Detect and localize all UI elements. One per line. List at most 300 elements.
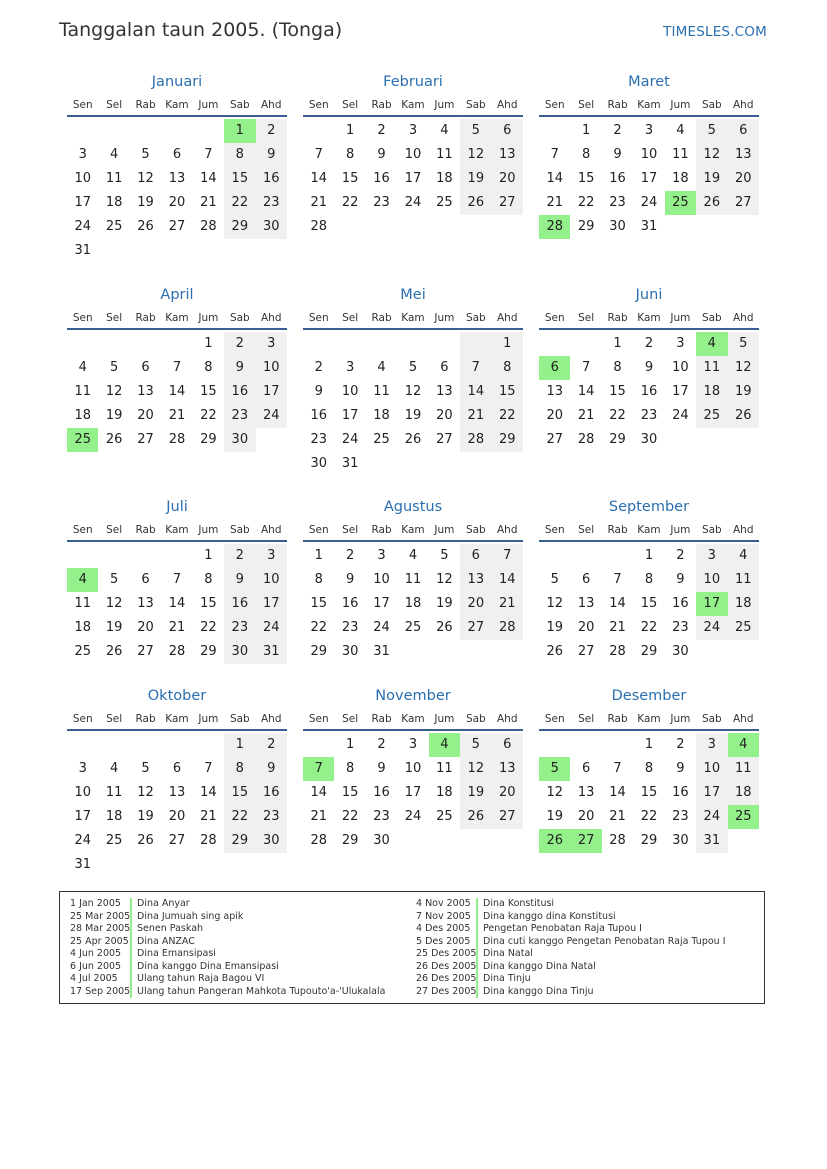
weekday-header	[303, 308, 523, 330]
day-cell: 22	[640, 809, 658, 824]
day-cell: 19	[404, 408, 422, 423]
day-cell: 23	[609, 195, 626, 210]
day-cell: 19	[137, 195, 154, 210]
day-cell: 24	[74, 219, 91, 234]
day-cell: 29	[640, 833, 658, 848]
empty-day-cell	[539, 119, 570, 143]
day-cell: 28	[577, 432, 595, 447]
day-cell: 14	[168, 596, 186, 611]
day-cell: 18	[436, 785, 453, 800]
day-cell: 23	[224, 616, 255, 640]
day-cell: 16	[256, 167, 287, 191]
weekday-label: Sel	[106, 524, 123, 536]
day-cell: 28	[168, 644, 186, 659]
day-cell: 16	[341, 596, 359, 611]
day-cell: 2	[676, 548, 685, 563]
day-cell: 13	[492, 143, 523, 167]
day-cell: 21	[310, 809, 327, 824]
days-grid	[303, 119, 523, 239]
day-cell: 3	[377, 548, 386, 563]
day-cell: 30	[373, 833, 390, 848]
holiday-legend-right	[416, 898, 726, 998]
day-cell: 4	[408, 548, 418, 563]
day-cell: 2	[676, 737, 685, 752]
day-cell: 19	[105, 620, 123, 635]
weekday-label: Kam	[637, 312, 661, 324]
day-cell: 7	[613, 572, 622, 587]
day-cell: 28	[609, 644, 626, 659]
month-name: Juni	[635, 287, 663, 303]
day-cell: 30	[310, 456, 327, 471]
day-cell: 15	[310, 596, 327, 611]
day-cell: 24	[696, 805, 727, 829]
day-cell: 11	[373, 384, 390, 399]
day-cell: 29	[577, 219, 595, 234]
day-cell: 3	[345, 360, 355, 375]
empty-day-cell	[130, 119, 161, 143]
holiday-legend-row	[416, 936, 726, 949]
weekday-label: Rab	[135, 524, 156, 536]
month-grid	[67, 308, 287, 452]
weekday-label: Sel	[578, 713, 595, 725]
day-cell: 17	[341, 408, 359, 423]
day-cell: 24	[672, 408, 689, 423]
day-cell: 17	[256, 592, 287, 616]
day-cell: 21	[492, 592, 523, 616]
day-cell: 9	[644, 360, 654, 375]
day-cell: 4	[440, 123, 449, 138]
day-cell: 17	[404, 785, 422, 800]
day-cell: 30	[256, 215, 287, 239]
day-cell: 8	[204, 360, 213, 375]
weekday-label: Jum	[670, 524, 691, 536]
day-cell: 5	[408, 360, 418, 375]
weekday-label: Kam	[401, 99, 425, 111]
month-grid	[67, 709, 287, 877]
weekday-label: Jum	[198, 99, 219, 111]
day-cell: 25	[373, 432, 390, 447]
day-cell: 10	[404, 147, 422, 162]
weekday-label: Kam	[165, 524, 189, 536]
day-cell: 20	[460, 592, 491, 616]
empty-day-cell	[539, 544, 570, 568]
holiday-legend-row	[70, 911, 385, 924]
weekday-header	[67, 709, 287, 731]
weekday-label: Rab	[607, 312, 628, 324]
day-cell: 20	[577, 620, 595, 635]
month-name: Februari	[383, 74, 443, 90]
holiday-name: Dina Anyar	[137, 898, 190, 909]
day-cell: 22	[310, 620, 327, 635]
empty-day-cell	[67, 733, 98, 757]
day-cell: 14	[609, 596, 626, 611]
day-cell: 22	[200, 408, 217, 423]
day-cell: 6	[172, 147, 182, 162]
holiday-legend-row	[416, 923, 726, 936]
day-cell: 19	[460, 167, 491, 191]
day-cell: 7	[550, 147, 559, 162]
empty-day-cell	[429, 452, 460, 476]
day-cell: 5	[460, 119, 491, 143]
empty-day-cell	[539, 733, 570, 757]
day-cell: 27	[492, 191, 523, 215]
empty-day-cell	[460, 640, 491, 664]
day-cell: 5	[550, 572, 559, 587]
day-cell: 22	[492, 404, 523, 428]
day-cell: 18	[672, 171, 689, 186]
day-cell: 7	[172, 572, 182, 587]
day-cell: 6	[440, 360, 449, 375]
page-title: Tanggalan taun 2005. (Tonga)	[59, 19, 343, 41]
day-cell: 27	[728, 191, 759, 215]
day-cell: 26	[105, 644, 123, 659]
day-cell: 21	[200, 809, 217, 824]
empty-day-cell	[539, 332, 570, 356]
empty-day-cell	[161, 853, 192, 877]
day-cell: 9	[676, 761, 685, 776]
day-cell: 3	[696, 544, 727, 568]
holiday-name: Dina ANZAC	[137, 935, 195, 947]
weekday-label: Sen	[308, 312, 329, 324]
weekday-label: Kam	[401, 312, 425, 324]
day-cell: 22	[609, 408, 626, 423]
day-cell: 23	[672, 620, 689, 635]
day-cell: 12	[404, 384, 422, 399]
day-cell: 24	[696, 616, 727, 640]
day-cell: 24	[256, 616, 287, 640]
day-cell: 15	[200, 384, 217, 399]
day-cell: 8	[204, 572, 213, 587]
day-cell: 22	[341, 809, 359, 824]
day-cell: 12	[105, 596, 123, 611]
day-cell: 4	[728, 544, 759, 568]
days-grid	[67, 332, 287, 452]
weekday-label: Sen	[544, 99, 565, 111]
empty-day-cell	[366, 452, 397, 476]
holiday-date: 4 Nov 2005	[416, 898, 471, 909]
day-cell: 16	[672, 596, 689, 611]
month-agustus	[303, 497, 523, 664]
holiday-name: Dina kanggo Dina Emansipasi	[137, 960, 279, 972]
empty-day-cell	[303, 119, 334, 143]
weekday-label: Sab	[229, 524, 250, 536]
holiday-date: 5 Des 2005	[416, 935, 471, 947]
day-cell: 5	[109, 360, 119, 375]
weekday-label: Sel	[342, 713, 359, 725]
holiday-marker	[130, 911, 132, 924]
day-cell: 16	[373, 785, 390, 800]
day-cell: 27	[137, 432, 154, 447]
weekday-label: Kam	[401, 713, 425, 725]
month-grid	[67, 95, 287, 263]
day-cell: 23	[310, 432, 327, 447]
day-cell: 3	[78, 761, 87, 776]
holiday-day-cell: 7	[303, 757, 334, 781]
day-cell: 23	[256, 805, 287, 829]
holiday-marker	[130, 923, 132, 936]
day-cell: 1	[644, 548, 654, 563]
day-cell: 2	[256, 733, 287, 757]
day-cell: 26	[546, 644, 563, 659]
holiday-legend-row	[70, 973, 385, 986]
day-cell: 11	[105, 171, 123, 186]
empty-day-cell	[67, 332, 98, 356]
holiday-marker	[130, 948, 132, 961]
empty-day-cell	[256, 428, 287, 452]
day-cell: 14	[310, 785, 327, 800]
holiday-day-cell: 6	[539, 356, 570, 380]
day-cell: 16	[672, 785, 689, 800]
day-cell: 20	[492, 781, 523, 805]
empty-day-cell	[98, 239, 129, 263]
day-cell: 1	[314, 548, 323, 563]
holiday-marker	[476, 961, 478, 974]
day-cell: 17	[404, 171, 422, 186]
day-cell: 3	[256, 544, 287, 568]
day-cell: 2	[314, 360, 323, 375]
day-cell: 30	[609, 219, 626, 234]
holiday-name: Ulang tahun Raja Bagou VI	[137, 973, 265, 984]
month-juni	[539, 285, 759, 452]
day-cell: 25	[728, 616, 759, 640]
day-cell: 14	[577, 384, 595, 399]
day-cell: 16	[310, 408, 327, 423]
month-grid	[303, 95, 523, 239]
month-juli	[67, 497, 287, 664]
empty-day-cell	[224, 239, 255, 263]
holiday-name: Dina Jumuah sing apik	[137, 910, 244, 922]
empty-day-cell	[492, 640, 523, 664]
day-cell: 27	[168, 219, 186, 234]
holiday-name: Dina kanggo Dina Natal	[483, 960, 596, 972]
holiday-marker	[476, 973, 478, 986]
day-cell: 11	[436, 761, 453, 776]
empty-day-cell	[429, 332, 460, 356]
day-cell: 17	[672, 384, 689, 399]
empty-day-cell	[728, 640, 759, 664]
empty-day-cell	[224, 853, 255, 877]
empty-day-cell	[366, 215, 397, 239]
empty-day-cell	[429, 640, 460, 664]
weekday-label: Rab	[135, 99, 156, 111]
day-cell: 23	[640, 408, 658, 423]
day-cell: 15	[492, 380, 523, 404]
day-cell: 5	[696, 119, 727, 143]
holiday-date: 6 Jun 2005	[70, 960, 122, 972]
day-cell: 5	[460, 733, 491, 757]
holiday-name: Dina cuti kanggo Pengetan Penobatan Raja Tupou I	[483, 935, 726, 947]
day-cell: 19	[696, 167, 727, 191]
month-grid	[303, 520, 523, 664]
holiday-name: Ulang tahun Pangeran Mahkota Tupouto'a-'Ulukalala	[137, 985, 386, 997]
day-cell: 11	[696, 356, 727, 380]
day-cell: 31	[74, 857, 91, 872]
weekday-label: Rab	[135, 713, 156, 725]
day-cell: 15	[577, 171, 595, 186]
days-grid	[67, 544, 287, 664]
day-cell: 2	[644, 336, 654, 351]
day-cell: 5	[440, 548, 449, 563]
day-cell: 30	[672, 644, 689, 659]
weekday-label: Sab	[465, 713, 486, 725]
weekday-label: Jum	[434, 312, 455, 324]
month-name: Mei	[400, 287, 426, 303]
holiday-date: 25 Des 2005	[416, 948, 477, 959]
day-cell: 6	[172, 761, 182, 776]
day-cell: 29	[640, 644, 658, 659]
weekday-label: Sen	[544, 312, 565, 324]
empty-day-cell	[98, 544, 129, 568]
weekday-label: Kam	[165, 312, 189, 324]
day-cell: 17	[640, 171, 658, 186]
empty-day-cell	[492, 452, 523, 476]
day-cell: 28	[609, 833, 626, 848]
empty-day-cell	[728, 428, 759, 452]
day-cell: 6	[728, 119, 759, 143]
weekday-label: Sel	[578, 99, 595, 111]
month-name: Januari	[151, 74, 203, 90]
empty-day-cell	[130, 853, 161, 877]
day-cell: 3	[256, 332, 287, 356]
day-cell: 17	[74, 195, 91, 210]
day-cell: 11	[105, 785, 123, 800]
day-cell: 6	[581, 761, 591, 776]
day-cell: 12	[460, 757, 491, 781]
day-cell: 2	[613, 123, 622, 138]
weekday-header	[67, 95, 287, 117]
day-cell: 1	[613, 336, 622, 351]
weekday-header	[67, 308, 287, 330]
day-cell: 6	[492, 733, 523, 757]
day-cell: 3	[696, 733, 727, 757]
holiday-day-cell: 4	[429, 733, 460, 757]
day-cell: 12	[546, 596, 563, 611]
day-cell: 9	[345, 572, 355, 587]
empty-day-cell	[98, 332, 129, 356]
day-cell: 6	[141, 572, 150, 587]
month-september	[539, 497, 759, 664]
empty-day-cell	[98, 119, 129, 143]
holiday-legend	[59, 891, 765, 1004]
day-cell: 7	[204, 761, 213, 776]
day-cell: 12	[696, 143, 727, 167]
day-cell: 5	[141, 761, 150, 776]
day-cell: 4	[78, 360, 87, 375]
weekday-label: Jum	[198, 524, 219, 536]
empty-day-cell	[460, 452, 491, 476]
brand-link[interactable]: TIMESLES.COM	[663, 24, 767, 40]
day-cell: 18	[728, 781, 759, 805]
weekday-label: Sab	[229, 99, 250, 111]
day-cell: 1	[581, 123, 591, 138]
month-april	[67, 285, 287, 452]
weekday-label: Sen	[72, 713, 93, 725]
day-cell: 18	[728, 592, 759, 616]
weekday-label: Rab	[371, 524, 392, 536]
weekday-label: Sen	[308, 713, 329, 725]
weekday-label: Kam	[165, 99, 189, 111]
empty-day-cell	[193, 853, 224, 877]
day-cell: 21	[609, 809, 626, 824]
day-cell: 19	[436, 596, 453, 611]
empty-day-cell	[161, 733, 192, 757]
holiday-date: 7 Nov 2005	[416, 910, 471, 922]
day-cell: 18	[696, 380, 727, 404]
day-cell: 14	[168, 384, 186, 399]
empty-day-cell	[460, 215, 491, 239]
day-cell: 29	[224, 829, 255, 853]
day-cell: 12	[728, 356, 759, 380]
day-cell: 9	[256, 143, 287, 167]
day-cell: 8	[613, 360, 622, 375]
day-cell: 3	[408, 123, 418, 138]
day-cell: 21	[310, 195, 327, 210]
day-cell: 17	[373, 596, 390, 611]
day-cell: 30	[640, 432, 658, 447]
day-cell: 12	[546, 785, 563, 800]
weekday-label: Sel	[106, 713, 123, 725]
day-cell: 4	[676, 123, 685, 138]
day-cell: 14	[460, 380, 491, 404]
holiday-name: Dina Konstitusi	[483, 898, 555, 909]
day-cell: 22	[640, 620, 658, 635]
day-cell: 31	[74, 243, 91, 258]
month-grid	[539, 709, 759, 853]
holiday-marker	[130, 898, 132, 911]
empty-day-cell	[397, 640, 428, 664]
day-cell: 1	[345, 737, 355, 752]
day-cell: 29	[310, 644, 327, 659]
weekday-label: Rab	[607, 524, 628, 536]
empty-day-cell	[570, 733, 601, 757]
day-cell: 19	[137, 809, 154, 824]
day-cell: 25	[105, 219, 123, 234]
day-cell: 10	[696, 757, 727, 781]
weekday-label: Ahd	[732, 713, 754, 725]
day-cell: 20	[168, 809, 186, 824]
holiday-day-cell: 4	[728, 733, 759, 757]
weekday-label: Jum	[198, 713, 219, 725]
holiday-name: Senen Paskah	[137, 923, 204, 934]
holiday-date: 4 Jun 2005	[70, 948, 122, 959]
day-cell: 24	[404, 195, 422, 210]
empty-day-cell	[397, 452, 428, 476]
empty-day-cell	[161, 239, 192, 263]
day-cell: 13	[168, 785, 186, 800]
weekday-header	[67, 520, 287, 542]
day-cell: 13	[436, 384, 453, 399]
holiday-date: 17 Sep 2005	[70, 985, 131, 997]
day-cell: 20	[436, 408, 453, 423]
holiday-day-cell: 25	[67, 428, 98, 452]
empty-day-cell	[130, 544, 161, 568]
day-cell: 10	[256, 356, 287, 380]
month-maret	[539, 72, 759, 239]
empty-day-cell	[665, 215, 696, 239]
day-cell: 28	[168, 432, 186, 447]
holiday-legend-left	[70, 898, 385, 998]
day-cell: 8	[345, 761, 355, 776]
empty-day-cell	[492, 215, 523, 239]
day-cell: 5	[141, 147, 150, 162]
weekday-header	[539, 308, 759, 330]
weekday-label: Sel	[578, 312, 595, 324]
empty-day-cell	[429, 829, 460, 853]
holiday-day-cell: 26	[539, 829, 570, 853]
holiday-date: 1 Jan 2005	[70, 898, 121, 909]
day-cell: 12	[105, 384, 123, 399]
weekday-label: Ahd	[732, 99, 754, 111]
